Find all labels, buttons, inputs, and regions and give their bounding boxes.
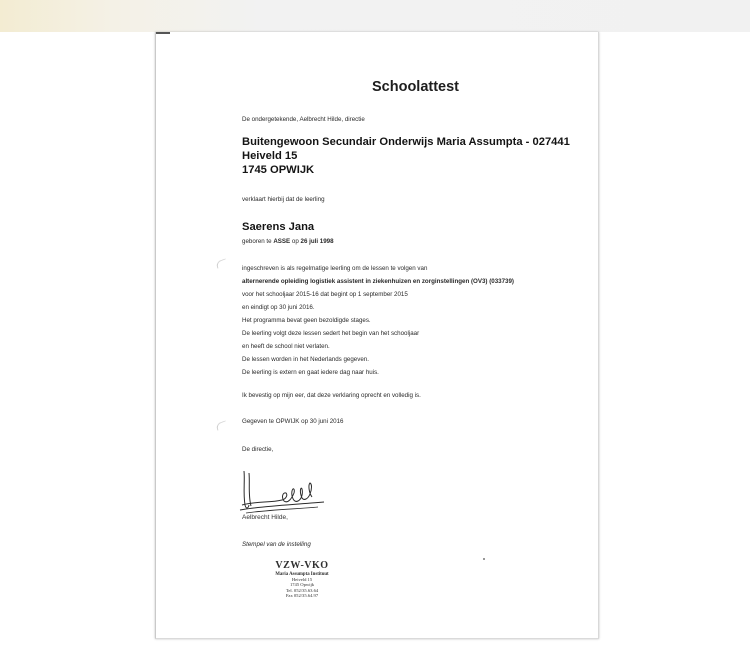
stamp-institute: Maria Assumpta Instituut <box>275 571 329 577</box>
school-city: 1745 OPWIJK <box>242 164 315 176</box>
background-band <box>0 0 750 32</box>
given-text: Gegeven te OPWIJK op 30 juni 2016 <box>242 418 344 425</box>
body-line: Het programma bevat geen bezoldigde stages. <box>242 317 371 324</box>
document-title: Schoolattest <box>372 79 460 95</box>
declares-text: verklaart hierbij dat de leerling <box>242 196 325 203</box>
body-line: ingeschreven is als regelmatige leerling om de lessen te volgen van <box>242 265 428 272</box>
stamp-org: VZW-VKO <box>275 560 329 571</box>
direction-text: De directie, <box>242 446 274 453</box>
confirm-text: Ik bevestig op mijn eer, dat deze verklaring oprecht en volledig is. <box>242 392 421 399</box>
stamp-street: Heiveld 15 <box>291 577 313 583</box>
birth-date: 26 juli 1998 <box>300 238 334 245</box>
body-line: De leerling volgt deze lessen sedert het begin van het schooljaar <box>242 330 420 337</box>
course-line: alternerende opleiding logistiek assistent in ziekenhuizen en zorginstellingen (OV3) (033739) <box>242 278 514 285</box>
student-name: Saerens Jana <box>242 221 315 233</box>
handwritten-signature <box>236 465 328 519</box>
birth-mid: op <box>290 238 301 245</box>
signatory-name: Aelbrecht Hilde, <box>242 514 288 521</box>
intro-text: De ondergetekende, Aelbrecht Hilde, directie <box>242 116 365 123</box>
paper-edge-mark <box>156 32 170 34</box>
birth-place: ASSE <box>273 238 291 245</box>
school-name: Buitengewoon Secundair Onderwijs Maria Assumpta - 027441 <box>242 136 570 148</box>
body-line: en eindigt op 30 juni 2016. <box>242 304 315 311</box>
punch-hole-mark <box>215 258 228 268</box>
birth-line <box>242 238 334 245</box>
body-line: voor het schooljaar 2015-16 dat begint op 1 september 2015 <box>242 291 408 298</box>
stamp-city: 1745 Opwijk <box>289 582 315 588</box>
scan-speck <box>483 558 485 560</box>
punch-hole-mark <box>215 420 228 430</box>
stamp-tel: Tel. 052/35.63.64 <box>285 587 319 593</box>
scanned-document <box>155 32 599 639</box>
school-street: Heiveld 15 <box>242 150 298 162</box>
body-line: en heeft de school niet verlaten. <box>242 343 330 350</box>
body-line: De lessen worden in het Nederlands gegeven. <box>242 356 369 363</box>
body-line: De leerling is extern en gaat iedere dag naar huis. <box>242 369 379 376</box>
stamp-fax: Fax 052/35.64.97 <box>285 592 319 598</box>
birth-prefix: geboren te <box>242 238 274 245</box>
stamp-label: Stempel van de instelling <box>242 541 311 548</box>
institution-stamp <box>254 560 350 598</box>
